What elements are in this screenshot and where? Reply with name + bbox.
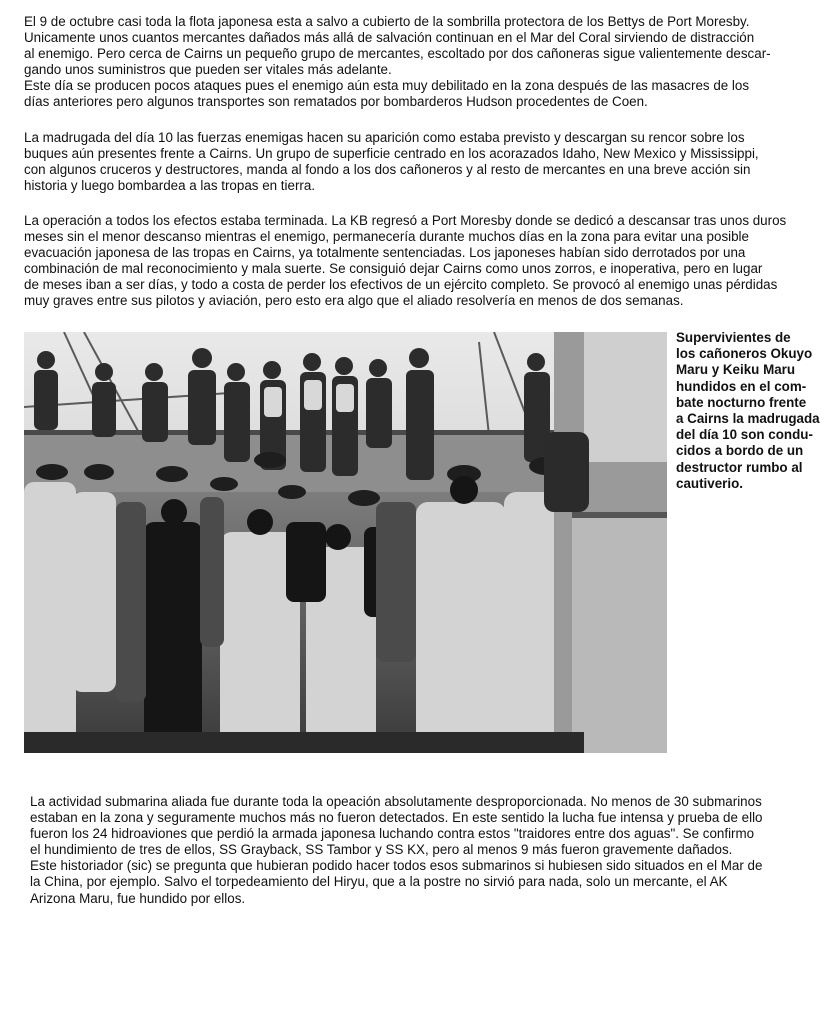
operation-line: evacuación japonesa de las tropas en Cairns, ya totalmente sentenciadas. Los japoneses habían sido derrotados por una xyxy=(24,245,746,261)
dawn-line: La madrugada del día 10 las fuerzas enemigas hacen su aparición como estaba previsto y descargan su rencor sobre los xyxy=(24,130,745,145)
intro-line: El 9 de octubre casi toda la flota japonesa esta a salvo a cubierto de la sombrilla protectora de los Bettys de Port Moresby. xyxy=(24,14,750,29)
submarine-line: la China, por ejemplo. Salvo el torpedeamiento del Hiryu, que a la postre no sirvió para nada, solo un mercante, el AK xyxy=(30,874,728,890)
caption-line: destructor rumbo al xyxy=(676,459,803,475)
operation-line: muy graves entre sus pilotos y aviación, pero esto era algo que el aliado resolvería en menos de dos semanas. xyxy=(24,293,684,309)
caption-line: cidos a bordo de un xyxy=(676,443,804,459)
intro-line: Unicamente unos cuantos mercantes dañados más allá de salvación continuan en el Mar del Coral sirviendo de distracción xyxy=(24,30,755,46)
operation-line: combinación de mal reconocimiento y mala suerte. Se consiguió dejar Cairns como unos zorros, e inoperativa, pero en lugar xyxy=(24,261,763,277)
submarine-line: Arizona Maru, fue hundido por ellos. xyxy=(30,890,246,906)
caption-line: Maru y Keiku Maru xyxy=(676,362,796,378)
caption-line: hundidos en el com- xyxy=(676,378,807,394)
submarine-line: fueron los 24 hidroaviones que perdió la armada japonesa luchando contra estos "traidores entre dos aguas". Se confirmo xyxy=(30,826,755,842)
dawn-line: con algunos cruceros y destructores, manda al fondo a los dos cañoneros y al resto de mercantes en una breve acción sin xyxy=(24,162,751,178)
operation-line: meses sin el menor descanso mientras el enemigo, permanecería durante muchos días en la zona para evitar una posible xyxy=(24,229,749,245)
caption-line: bate nocturno frente xyxy=(676,394,807,410)
intro-line: días anteriores pero algunos transportes son rematados por bombarderos Hudson procedentes de Coen. xyxy=(24,94,648,110)
intro-paragraph xyxy=(24,14,771,111)
operation-end-paragraph xyxy=(24,213,786,310)
photo-illustration xyxy=(24,332,667,753)
submarine-line: La actividad submarina aliada fue durante toda la opeación absolutamente desproporcionada. No menos de 30 submarinos xyxy=(30,794,762,809)
prisoners-photo xyxy=(24,332,667,753)
intro-line: gando unos suministros que pueden ser vitales más adelante. xyxy=(24,62,392,78)
dawn-attack-paragraph xyxy=(24,130,759,194)
submarine-line: estaban en la zona y seguramente muchos más no fueron detectados. En este sentido la lucha fue intensa y prueba de ello xyxy=(30,810,763,826)
operation-line: de meses iban a ser días, y todo a costa de perder los efectivos de un ejército completo. Se provocó al enemigo unas pérdidas xyxy=(24,277,778,293)
submarine-paragraph xyxy=(30,794,763,907)
caption-line: Supervivientes de xyxy=(676,330,791,345)
photo-caption xyxy=(676,330,826,492)
operation-line: La operación a todos los efectos estaba terminada. La KB regresó a Port Moresby donde se dedicó a descansar tras unos duros xyxy=(24,213,787,228)
dawn-line: buques aún presentes frente a Cairns. Un grupo de superficie centrado en los acorazados Idaho, New Mexico y Mississippi, xyxy=(24,146,759,162)
caption-line: los cañoneros Okuyo xyxy=(676,346,813,362)
intro-line: Este día se producen pocos ataques pues el enemigo aún esta muy debilitado en la zona después de las masacres de los xyxy=(24,78,750,94)
submarine-line: el hundimiento de tres de ellos, SS Grayback, SS Tambor y SS KX, pero al menos 9 más fueron gravemente dañados. xyxy=(30,842,733,858)
caption-line: a Cairns la madrugada xyxy=(676,411,820,427)
caption-line: del día 10 son condu- xyxy=(676,427,813,443)
submarine-line: Este historiador (sic) se pregunta que hubieran podido hacer todos esos submarinos si hubiesen sido situados en el Mar de xyxy=(30,858,763,874)
dawn-line: historia y luego bombardea a las tropas en tierra. xyxy=(24,178,316,194)
intro-line: al enemigo. Pero cerca de Cairns un pequeño grupo de mercantes, escoltado por dos cañoneras sigue valientemente descar- xyxy=(24,46,771,62)
caption-line: cautiverio. xyxy=(676,475,743,491)
